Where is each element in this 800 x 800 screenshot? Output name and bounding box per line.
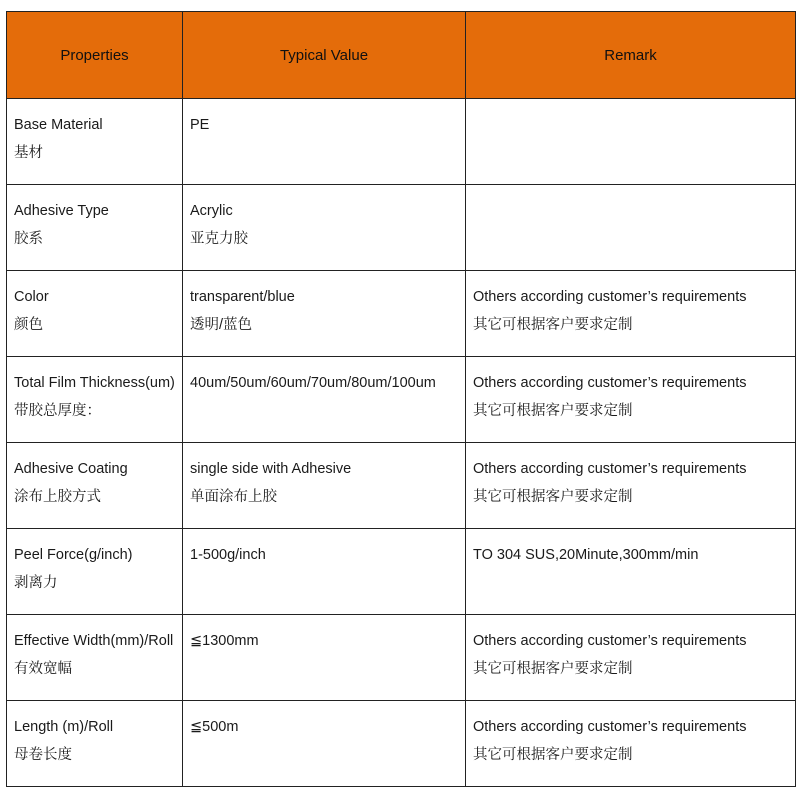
property-zh: 带胶总厚度：: [14, 403, 101, 419]
table-header: [7, 12, 796, 99]
table-row: [7, 443, 796, 529]
property-zh: 胶系: [14, 231, 43, 247]
value-cell: [183, 271, 466, 357]
property-en: Adhesive Coating: [14, 461, 128, 477]
remark-cell: [466, 443, 796, 529]
property-zh: 母卷长度: [14, 747, 72, 763]
remark-en: Others according customer’s requirements: [473, 375, 747, 391]
property-cell: [7, 529, 183, 615]
value-en: Acrylic: [190, 203, 233, 219]
remark-zh: 其它可根据客户要求定制: [473, 747, 633, 763]
remark-cell: [466, 357, 796, 443]
property-en: Color: [14, 289, 49, 305]
value-cell: [183, 99, 466, 185]
value-cell: [183, 529, 466, 615]
header-properties: Properties: [7, 12, 183, 99]
table-row: [7, 99, 796, 185]
value-en: ≦500m: [190, 719, 239, 735]
value-zh: 单面涂布上胶: [190, 489, 277, 505]
property-cell: [7, 615, 183, 701]
property-cell: [7, 443, 183, 529]
value-en: 40um/50um/60um/70um/80um/100um: [190, 375, 436, 391]
property-cell: [7, 271, 183, 357]
property-zh: 有效宽幅: [14, 661, 72, 677]
property-zh: 涂布上胶方式: [14, 489, 101, 505]
table-row: [7, 185, 796, 271]
remark-cell: [466, 99, 796, 185]
property-cell: [7, 701, 183, 787]
remark-cell: [466, 271, 796, 357]
value-en: single side with Adhesive: [190, 461, 352, 477]
value-cell: [183, 443, 466, 529]
property-cell: [7, 185, 183, 271]
remark-cell: [466, 701, 796, 787]
remark-en: Others according customer’s requirements: [473, 719, 747, 735]
table-row: [7, 701, 796, 787]
table-row: [7, 529, 796, 615]
property-en: Total Film Thickness(um): [14, 375, 175, 391]
remark-cell: [466, 185, 796, 271]
header-remark: Remark: [466, 12, 796, 99]
remark-zh: 其它可根据客户要求定制: [473, 489, 633, 505]
property-en: Base Material: [14, 117, 103, 133]
table-row: [7, 357, 796, 443]
value-zh: 透明/蓝色: [190, 317, 253, 333]
property-en: Effective Width(mm)/Roll: [14, 633, 174, 649]
value-en: transparent/blue: [190, 289, 295, 305]
value-cell: [183, 185, 466, 271]
value-en: ≦1300mm: [190, 633, 259, 649]
remark-cell: [466, 615, 796, 701]
table-row: [7, 615, 796, 701]
value-cell: [183, 615, 466, 701]
value-en: 1-500g/inch: [190, 547, 266, 563]
remark-en: Others according customer’s requirements: [473, 633, 747, 649]
remark-en: Others according customer’s requirements: [473, 461, 747, 477]
header-typical-value: Typical Value: [183, 12, 466, 99]
remark-zh: 其它可根据客户要求定制: [473, 661, 633, 677]
value-cell: [183, 357, 466, 443]
property-zh: 颜色: [14, 317, 43, 333]
spec-table: [6, 11, 796, 787]
value-cell: [183, 701, 466, 787]
property-zh: 基材: [14, 145, 43, 161]
remark-en: Others according customer’s requirements: [473, 289, 747, 305]
property-en: Adhesive Type: [14, 203, 109, 219]
table-row: [7, 271, 796, 357]
remark-zh: 其它可根据客户要求定制: [473, 403, 633, 419]
table-body: [7, 99, 796, 787]
value-en: PE: [190, 117, 210, 133]
remark-en: TO 304 SUS,20Minute,300mm/min: [473, 547, 699, 563]
remark-cell: [466, 529, 796, 615]
property-zh: 剥离力: [14, 575, 58, 591]
property-cell: [7, 357, 183, 443]
value-zh: 亚克力胶: [190, 231, 248, 247]
property-cell: [7, 99, 183, 185]
property-en: Peel Force(g/inch): [14, 547, 133, 563]
remark-zh: 其它可根据客户要求定制: [473, 317, 633, 333]
header-row: [7, 12, 796, 99]
property-en: Length (m)/Roll: [14, 719, 114, 735]
